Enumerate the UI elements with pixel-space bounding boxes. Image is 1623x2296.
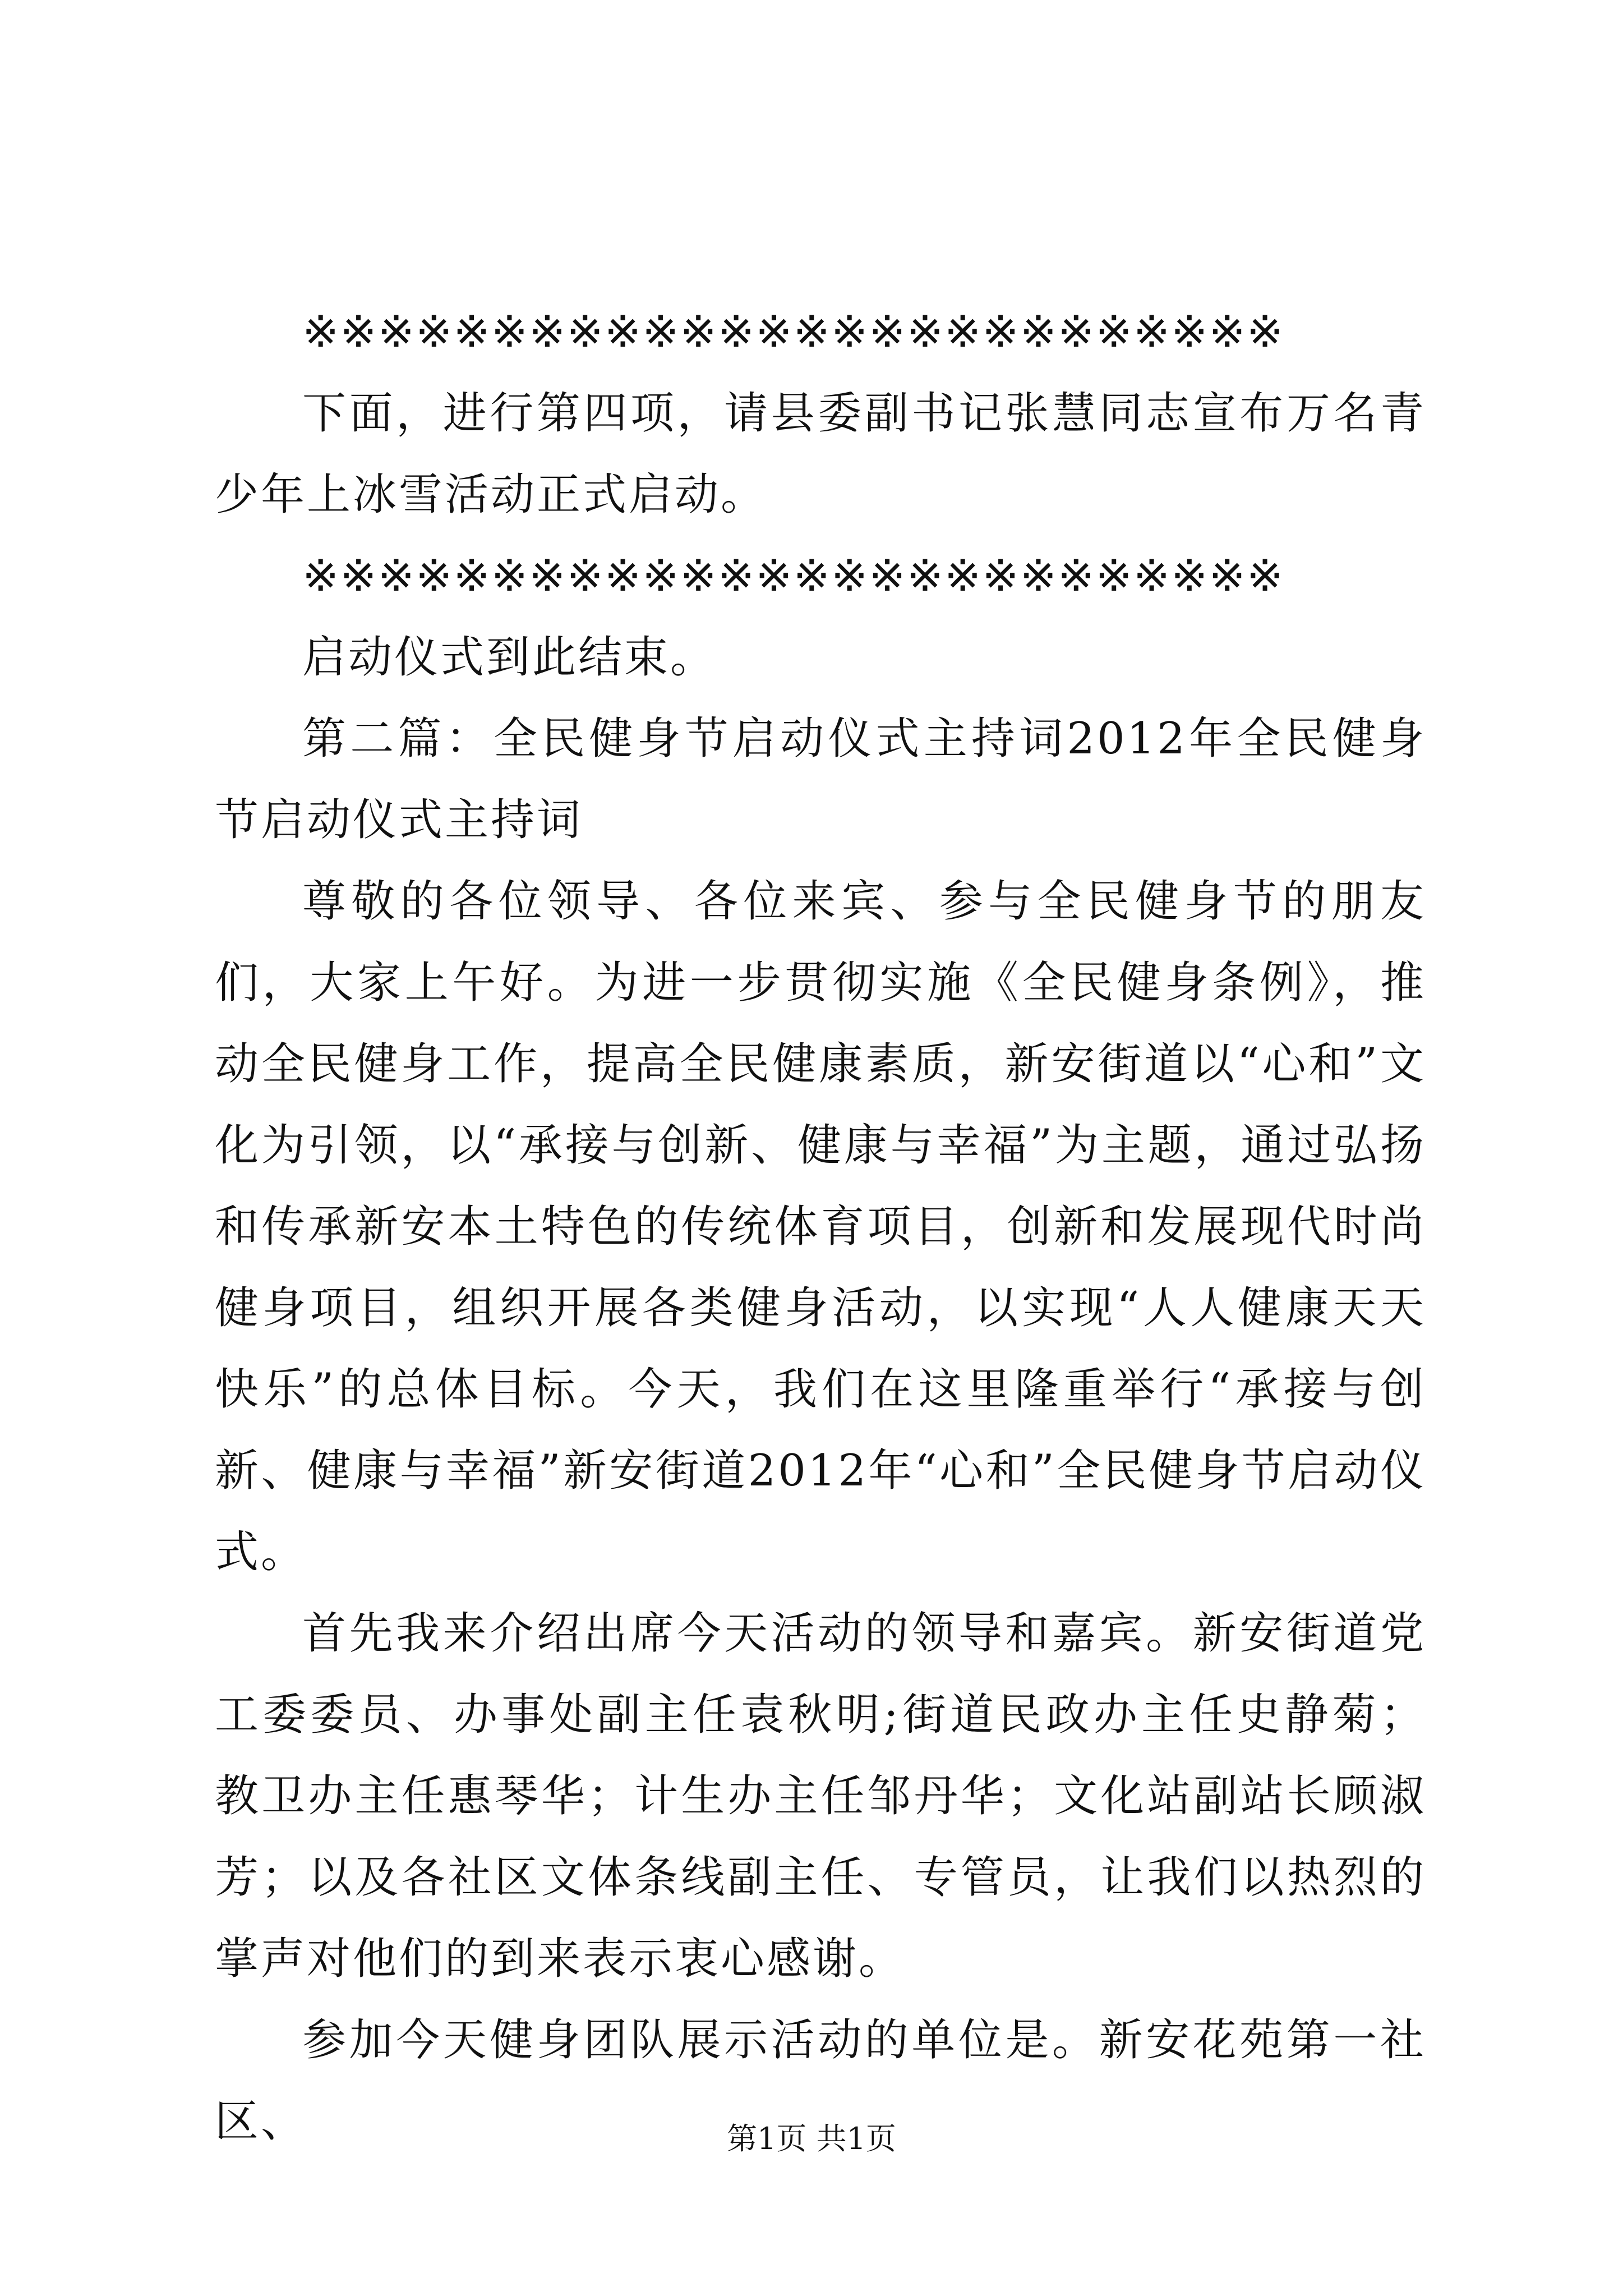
separator-line: ※※※※※※※※※※※※※※※※※※※※※※※※※※ [302, 307, 1285, 357]
section-heading: 第二篇：全民健身节启动仪式主持词2012年全民健身节启动仪式主持词 [215, 714, 1426, 845]
paragraph: 首先我来介绍出席今天活动的领导和嘉宾。新安街道党工委委员、办事处副主任袁秋明;街道民政办主任史静菊；教卫办主任惠琴华；计生办主任邹丹华；文化站副站长顾淑芳；以及各社区文体条线副主任、专管员，让我们以热烈的掌声对他们的到来表示衷心感谢。 [215, 1608, 1426, 1984]
paragraph: 下面，进行第四项，请县委副书记张慧同志宣布万名青少年上冰雪活动正式启动。 [215, 388, 1426, 520]
page-number-footer: 第1页 共1页 [727, 2121, 896, 2156]
paragraph: 尊敬的各位领导、各位来宾、参与全民健身节的朋友们，大家上午好。为进一步贯彻实施《全民健身条例》，推动全民健身工作，提高全民健康素质，新安街道以“心和”文化为引领，以“承接与创新、健康与幸福”为主题，通过弘扬和传承新安本土特色的传统体育项目，创新和发展现代时尚健身项目，组织开展各类健身活动，以实现“人人健康天天快乐”的总体目标。今天，我们在这里隆重举行“承接与创新、健康与幸福”新安街道2012年“心和”全民健身节启动仪式。 [215, 876, 1426, 1577]
separator-line: ※※※※※※※※※※※※※※※※※※※※※※※※※※ [302, 551, 1285, 601]
document-body [215, 292, 1426, 2162]
paragraph: 参加今天健身团队展示活动的单位是。新安花苑第一社区、 [215, 2015, 1426, 2147]
paragraph: 启动仪式到此结束。 [302, 632, 717, 683]
